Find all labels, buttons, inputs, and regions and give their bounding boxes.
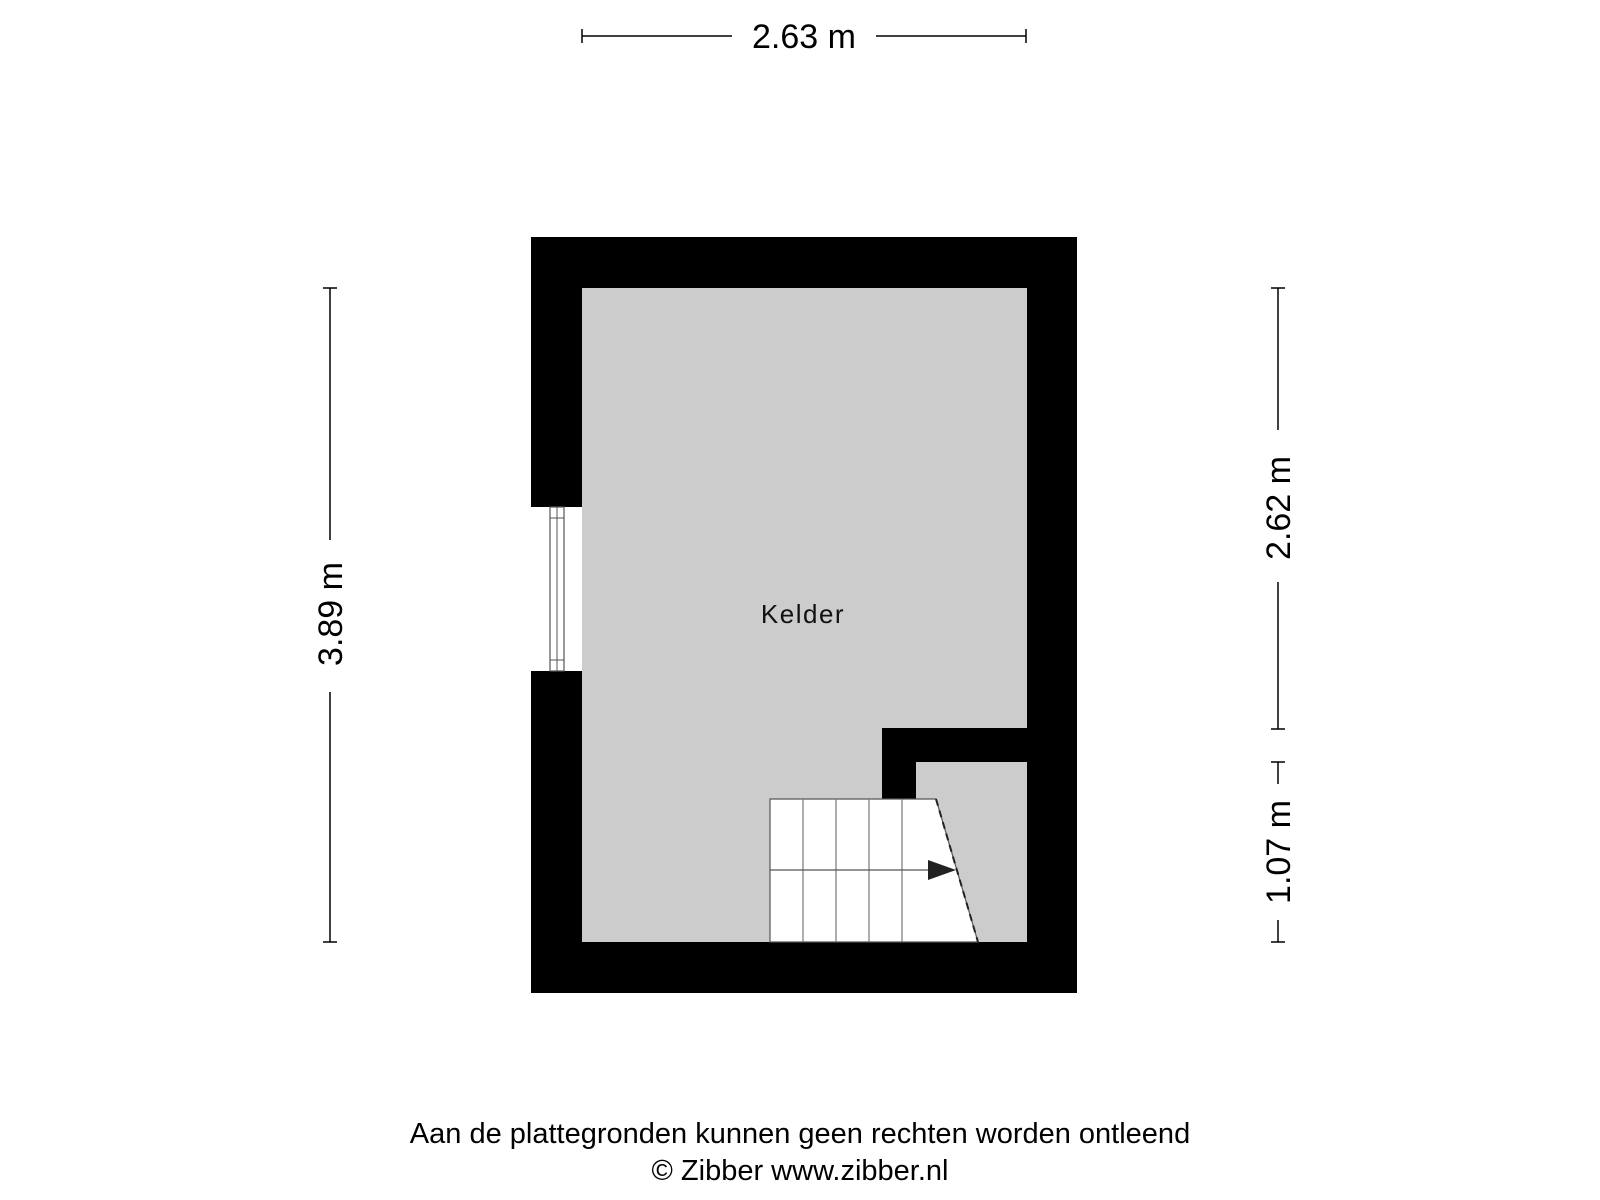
footer-disclaimer: Aan de plattegronden kunnen geen rechten worden ontleend [409, 1118, 1191, 1150]
dimension-top-label: 2.63 m [752, 18, 856, 56]
footer-credit: © Zibber www.zibber.nl [651, 1155, 949, 1187]
interior-wall-vertical [882, 728, 916, 800]
room-label-kelder: Kelder [760, 599, 846, 629]
dimension-right-lower-label: 1.07 m [1260, 800, 1298, 904]
dimension-right-upper-label: 2.62 m [1260, 456, 1298, 560]
window-symbol [550, 507, 564, 671]
dimension-left-label: 3.89 m [312, 562, 350, 666]
